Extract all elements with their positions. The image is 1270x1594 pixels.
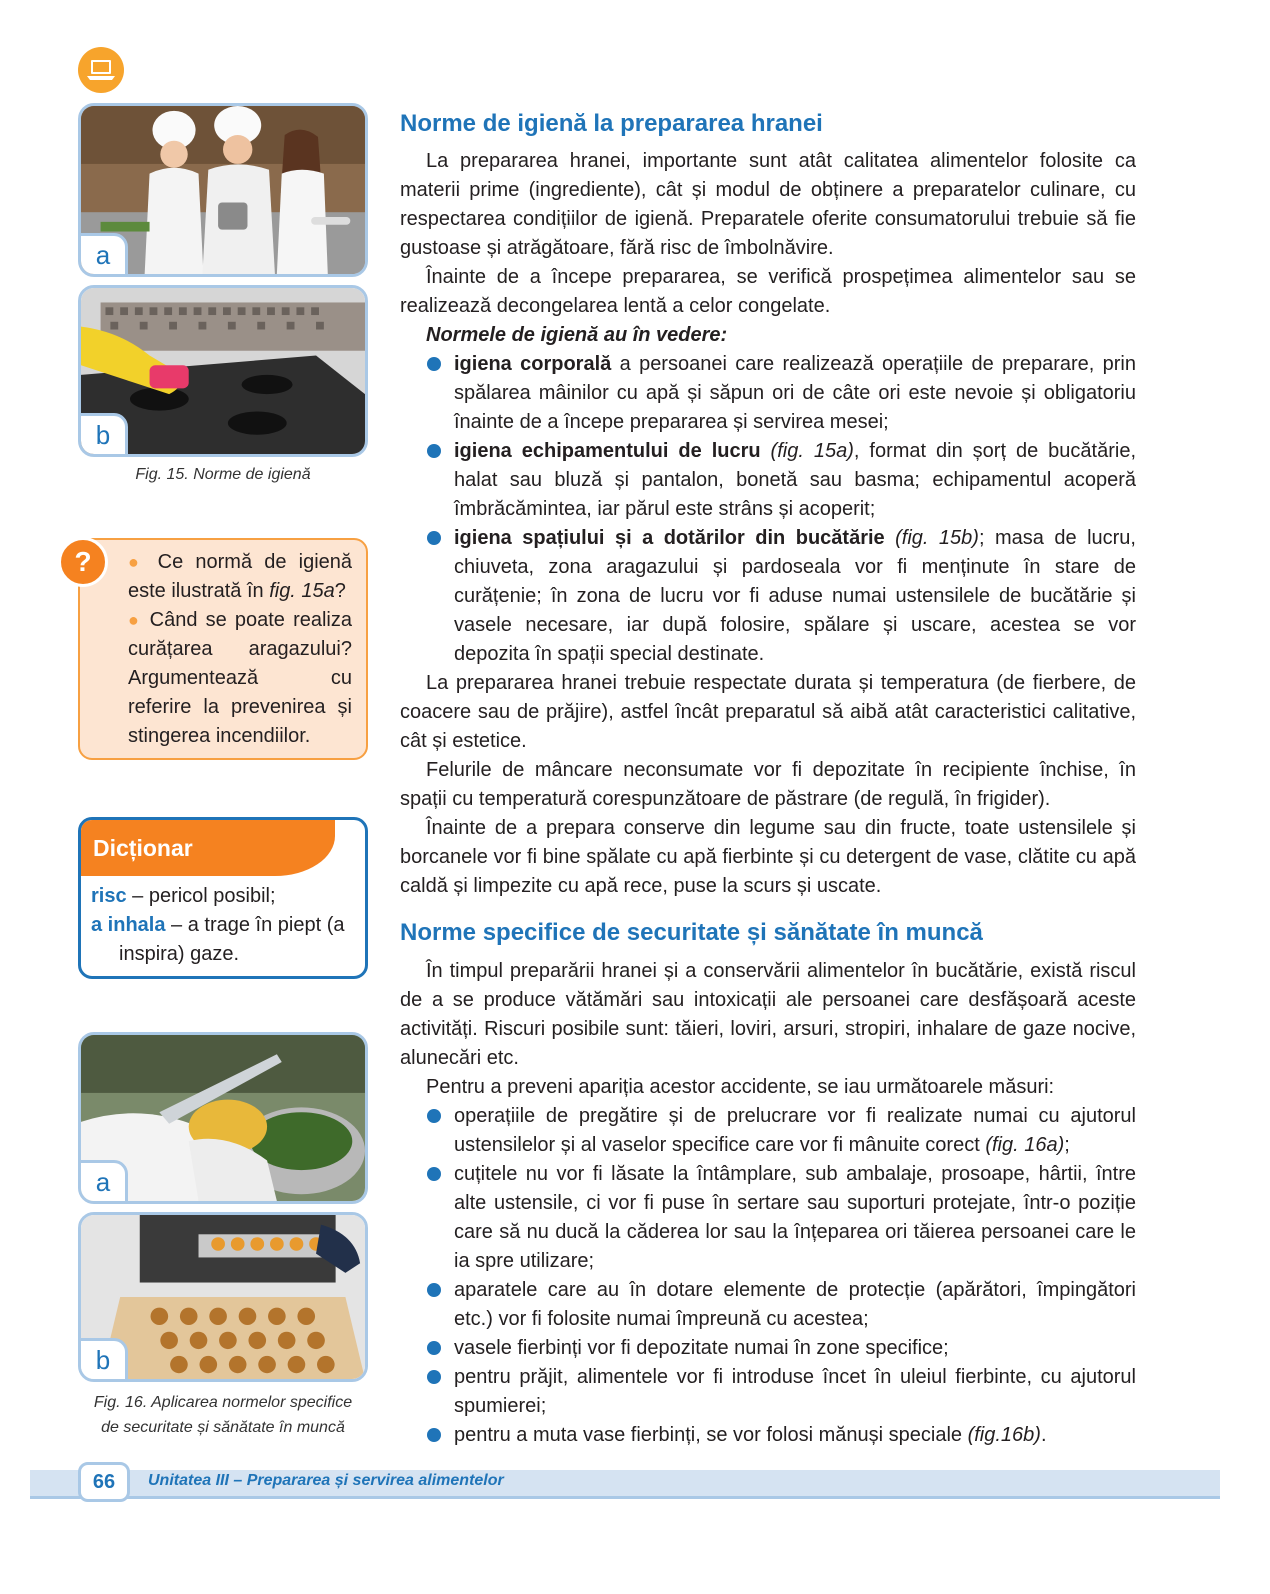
dictionary-box (78, 817, 368, 979)
subheading: Normele de igienă au în vedere: (426, 324, 728, 346)
fig16-caption: Fig. 16. Aplicarea normelor specifice de securitate și sănătate în muncă (93, 1394, 353, 1436)
list-item: aparatele care au în dotare elemente de protecție (apărători, împingători etc.) vor fi folosite numai împreună cu acestea; (400, 1276, 1136, 1334)
photo-stove-cleaning (78, 285, 368, 457)
list-item: operațiile de pregătire și de prelucrare vor fi realizate numai cu ajutorul ustensilelor și al vaselor specifice care vor fi mânuite corect (fig. 16a); (400, 1102, 1136, 1160)
list-item: cuțitele nu vor fi lăsate la întâmplare, sub ambalaje, prosoape, hârtii, între alte ustensile, ci vor fi puse în sertare sau suporturi protejate, într-o poziție care să nu ducă la căderea lor sau la înțeparea ori tăierea persoanei care le ia spre utilizare; (400, 1160, 1136, 1276)
question-2: ● Când se poate realiza curățarea aragazului? Argumentează cu referire la prevenirea și stingerea incendiilor. (128, 609, 353, 747)
list-item: vasele fierbinți vor fi depozitate numai în zone specifice; (400, 1334, 1136, 1363)
section1-body (400, 147, 1136, 901)
question-box (78, 538, 368, 760)
section-title: Norme specifice de securitate și sănătate în muncă (400, 919, 983, 946)
paragraph: Înainte de a începe prepararea, se verifică prospețimea alimentelor sau se realizează decongelarea lentă a celor congelate. (400, 266, 1136, 317)
list-item: igiena corporală a persoanei care realizează operațiile de preparare, prin spălarea mâinilor cu apă și săpun ori de câte ori este nevoie și obligatoriu înainte de a începe prepararea și servirea mesei; (400, 350, 1136, 437)
paragraph: În timpul preparării hranei și a conservării alimentelor în bucătărie, există riscul de a se produce vătămări sau intoxicații ale persoanei care desfășoară aceste activități. Riscuri posibile sunt: tăieri, loviri, arsuri, stropiri, inhalare de gaze nocive, alunecări etc. (400, 960, 1136, 1069)
paragraph: Înainte de a prepara conserve din legume sau din fructe, toate ustensilele și borcanele vor fi bine spălate cu apă fierbinte și cu detergent de vase, clătite cu apă caldă și limpezite cu apă rece, puse la scurs și uscate. (400, 817, 1136, 897)
photo-oven (78, 1212, 368, 1382)
page-number: 66 (78, 1462, 130, 1502)
section2-body (400, 957, 1136, 1450)
laptop-icon (78, 47, 124, 93)
fig15-caption: Fig. 15. Norme de igienă (135, 466, 311, 483)
paragraph: La prepararea hranei, importante sunt atât calitatea alimentelor folosite ca materii prime (ingrediente), cât și modul de obținere a preparatelor culinare, cu respectarea condițiilor de igienă. Preparatele oferite consumatorului trebuie să fie gustoase și atrăgătoare, fără risc de îmbolnăvire. (400, 150, 1136, 259)
list-item: igiena spațiului și a dotărilor din bucătărie (fig. 15b); masa de lucru, chiuveta, zona aragazului și pardoseala vor fi menținute în stare de curățenie; în zona de lucru vor fi aduse numai ustensilele de bucătărie și vasele necesare, iar după folosire, spălare și uscare, acestea se vor depozita în spații special destinate. (400, 524, 1136, 669)
list-item: igiena echipamentului de lucru (fig. 15a), format din șorț de bucătărie, halat sau bluză și pantalon, bonetă sau basma; echipamentul acoperă îmbrăcămintea, iar părul este strâns și acoperit; (400, 437, 1136, 524)
question-1: ● Ce normă de igienă este ilustrată în fig. 15a? (128, 551, 353, 602)
photo-label-b: b (78, 413, 128, 457)
question-icon: ? (58, 537, 108, 587)
photo-peeling (78, 1032, 368, 1204)
list-item: pentru a muta vase fierbinți, se vor folosi mănuși speciale (fig.16b). (400, 1421, 1136, 1450)
orange-bullet-icon: ● (128, 610, 142, 630)
photo-label-a: a (78, 1160, 128, 1204)
orange-bullet-icon: ● (128, 552, 146, 572)
photo-chefs (78, 103, 368, 277)
unit-title: Unitatea III – Prepararea și servirea alimentelor (148, 1472, 504, 1489)
paragraph: Felurile de mâncare neconsumate vor fi depozitate în recipiente închise, în spații cu temperatură corespunzătoare de păstrare (de regulă, în frigider). (400, 759, 1136, 810)
section-title: Norme de igienă la prepararea hranei (400, 110, 823, 137)
paragraph: Pentru a preveni apariția acestor accidente, se iau următoarele măsuri: (426, 1076, 1055, 1098)
dictionary-title: Dicționar (81, 820, 335, 876)
photo-label-a: a (78, 233, 128, 277)
paragraph: La prepararea hranei trebuie respectate durata și temperatura (de fierbere, de coacere sau de prăjire), astfel încât preparatul să aibă atât caracteristici calitative, cât și estetice. (400, 672, 1136, 752)
dictionary-entry: risc – pericol posibil; (91, 885, 276, 907)
list-item: pentru prăjit, alimentele vor fi introduse încet în uleiul fierbinte, cu ajutorul spumierei; (400, 1363, 1136, 1421)
photo-label-b: b (78, 1338, 128, 1382)
dictionary-entry: a inhala – a trage în piept (a inspira) gaze. (91, 914, 345, 965)
